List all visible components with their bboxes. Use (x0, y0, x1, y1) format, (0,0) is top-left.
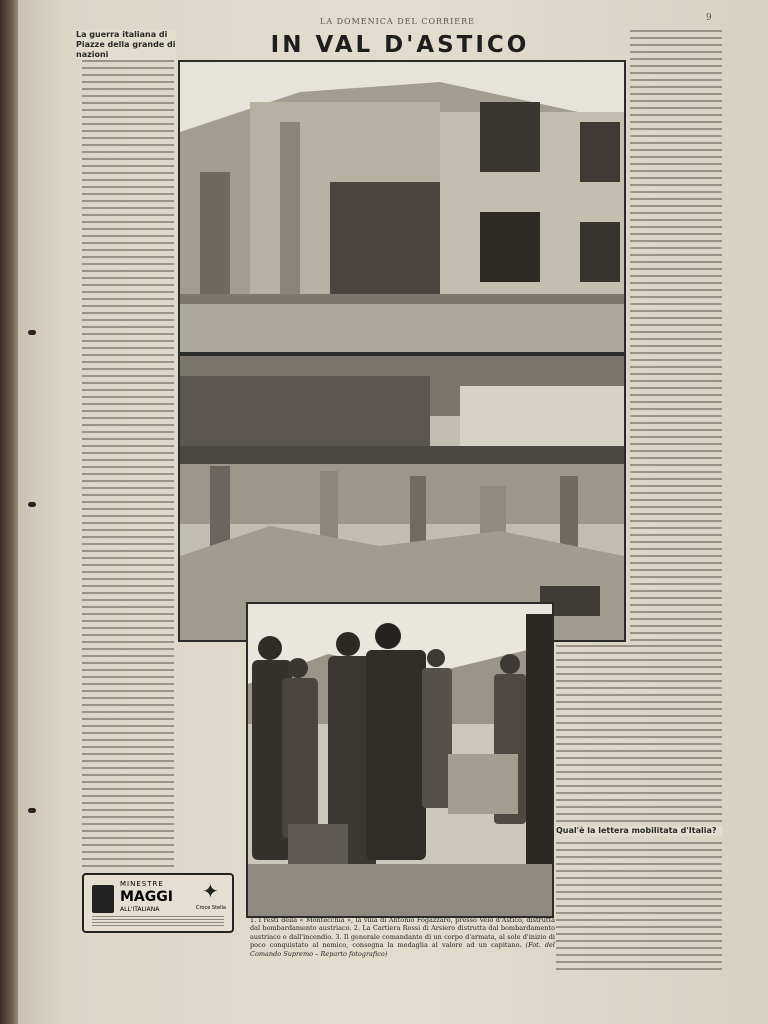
left-column-heading: La guerra italiana di Piazze della grande di nazioni (76, 30, 176, 59)
right-text-column-mid (556, 645, 722, 825)
right-text-column-top (630, 30, 722, 642)
soup-package-icon (92, 885, 114, 913)
photo-ruined-villa (178, 60, 626, 354)
binding-hole (28, 502, 36, 507)
page-title: IN VAL D'ASTICO (270, 32, 530, 58)
binding-hole (28, 808, 36, 813)
right-text-column-bottom (556, 842, 722, 970)
right-column-heading: Qual'è la lettera mobilitata d'Italia? (556, 826, 722, 836)
left-text-column (82, 60, 174, 868)
maggi-advertisement (82, 873, 234, 933)
photo-general-medal-ceremony (246, 602, 554, 918)
running-head: LA DOMENICA DEL CORRIERE (320, 17, 475, 26)
ad-fine-print (92, 916, 224, 926)
ad-line-italiana: ALL'ITALIANA (120, 906, 160, 913)
photo-caption (250, 916, 555, 958)
page-number: 9 (706, 13, 712, 23)
ad-mark-label: Croce Stella (196, 905, 226, 911)
caption-credit: (Fot. del Comando Supremo – Reparto fotografico) (250, 941, 555, 958)
cross-star-icon: ✦ (202, 879, 219, 903)
binding-hole (28, 330, 36, 335)
ad-line-minestre: MINESTRE (120, 880, 164, 888)
ad-brand: MAGGI (120, 889, 173, 905)
caption-text: 1. I resti della « Montecchia », la villa di Antonio Fogazzaro, presso Velo d'Astico, distrutta dal bombardamento austriaco. 2. La Cartiera Rossi di Arsiero distrutta dal bombardamento austriaco e dall'incendio. 3. Il generale comandante di un corpo d'armata, al sole d'inizio di poco conquistato al nemico, consegna la medaglia al valore ad un capitano. (250, 916, 555, 950)
photo-destroyed-paper-mill (178, 354, 626, 642)
